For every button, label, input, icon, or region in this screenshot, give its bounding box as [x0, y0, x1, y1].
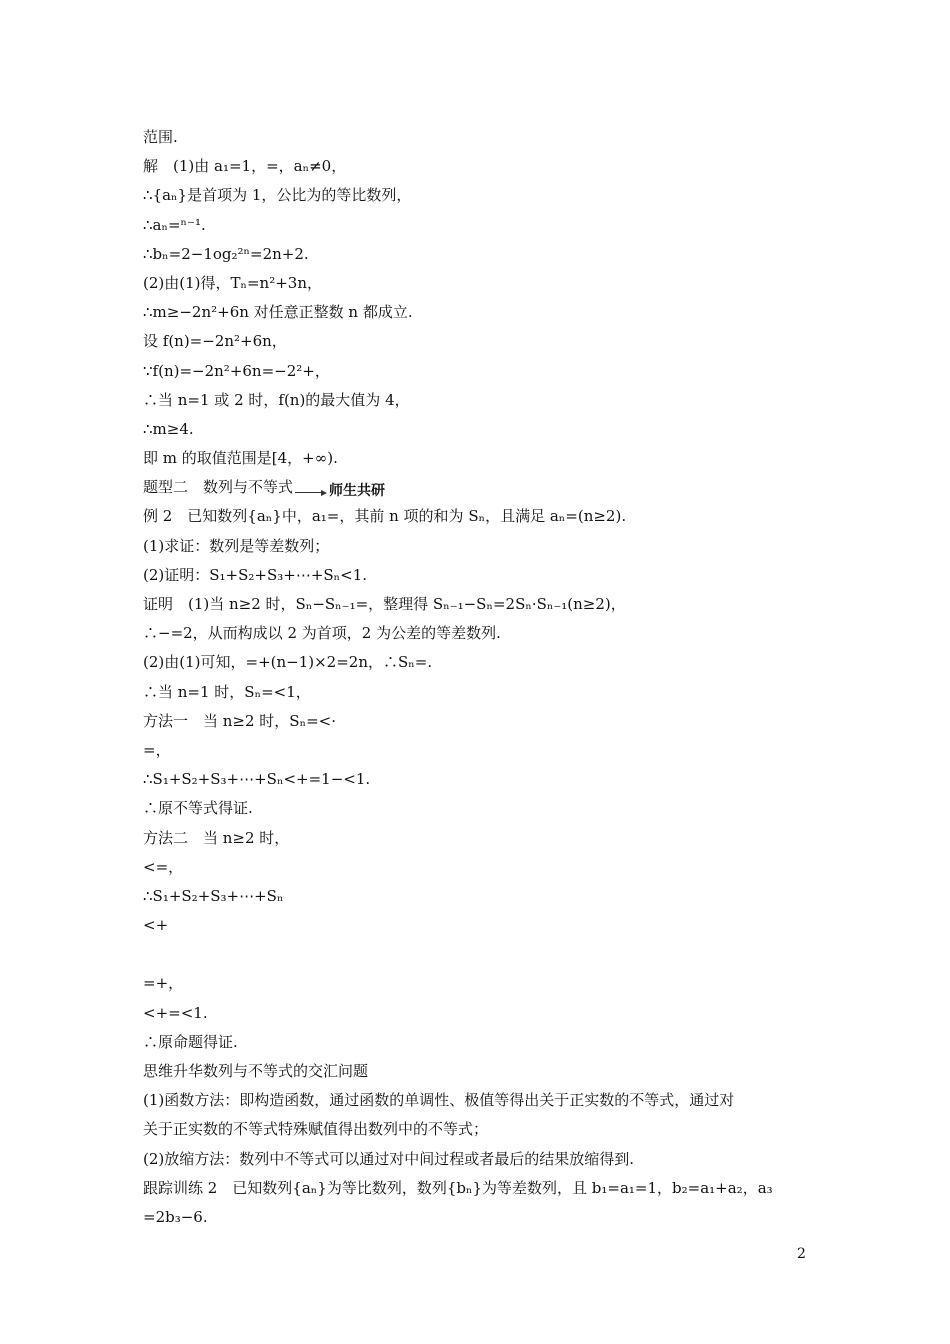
text-line: <=， [143, 857, 184, 876]
text-line: ∴aₙ=ⁿ⁻¹. [143, 215, 206, 234]
page-number: 2 [797, 1246, 806, 1262]
text-line: <+ [143, 916, 169, 935]
text-line: 思维升华数列与不等式的交汇问题 [143, 1062, 369, 1080]
text-line: 例 2 已知数列{aₙ}中，a₁=，其前 n 项的和为 Sₙ，且满足 aₙ=(n≥2). [143, 507, 627, 526]
section-heading: 题型二 数列与不等式 [143, 478, 294, 497]
text-line: ∴S₁+S₂+S₃+⋯+Sₙ [143, 886, 284, 905]
text-line: ∴当 n=1 时，Sₙ=<1， [143, 682, 311, 701]
text-line: 即 m 的取值范围是[4，+∞). [143, 449, 338, 468]
text-line: 设 f(n)=−2n²+6n， [143, 332, 287, 351]
arrow-right-icon [321, 490, 327, 496]
tag-label: 师生共研 [329, 483, 386, 500]
text-line: ∴bₙ=2−1og₂²ⁿ=2n+2. [143, 244, 309, 263]
document-body [143, 123, 823, 1232]
text-line: 范围. [143, 128, 178, 146]
blank-line [143, 940, 823, 969]
text-line: (2)证明：S₁+S₂+S₃+⋯+Sₙ<1. [143, 565, 368, 584]
text-line: ∴原不等式得证. [143, 799, 253, 818]
text-line: =， [143, 740, 171, 759]
text-line: 方法二 当 n≥2 时， [143, 828, 290, 847]
text-line: ∴{aₙ}是首项为 1，公比为的等比数列， [143, 186, 412, 205]
text-line: <+=<1. [143, 1003, 208, 1022]
text-line: ∴当 n=1 或 2 时，f(n)的最大值为 4， [143, 390, 410, 409]
text-line: ∴S₁+S₂+S₃+⋯+Sₙ<+=1−<1. [143, 770, 371, 789]
text-line: ∴m≥4. [143, 419, 194, 438]
text-line: 解 (1)由 a₁=1，=，aₙ≠0， [143, 157, 347, 176]
text-line: (2)放缩方法：数列中不等式可以通过对中间过程或者最后的结果放缩得到. [143, 1149, 635, 1168]
text-line: (2)由(1)得，Tₙ=n²+3n， [143, 273, 323, 292]
text-line: 关于正实数的不等式特殊赋值得出数列中的不等式； [143, 1120, 489, 1139]
text-line: =+， [143, 974, 184, 993]
text-line: ∴m≥−2n²+6n 对任意正整数 n 都成立. [143, 303, 413, 322]
text-line: ∵f(n)=−2n²+6n=−2²+， [143, 361, 330, 380]
text-line: ∴原命题得证. [143, 1032, 238, 1051]
arrow-line-icon [295, 492, 321, 493]
text-line: (1)函数方法：即构造函数，通过函数的单调性、极值等得出关于正实数的不等式，通过对 [143, 1091, 735, 1110]
text-line: (2)由(1)可知，=+(n−1)×2=2n，∴Sₙ=. [143, 653, 433, 672]
text-line: =2b₃−6. [143, 1207, 208, 1226]
text-line: (1)求证：数列是等差数列； [143, 536, 330, 555]
text-line: 方法一 当 n≥2 时，Sₙ=<· [143, 711, 336, 730]
text-line: 跟踪训练 2 已知数列{aₙ}为等比数列，数列{bₙ}为等差数列，且 b₁=a₁=1，b₂=a₁+a₂，a₃ [143, 1178, 773, 1197]
text-line: ∴−=2，从而构成以 2 为首项，2 为公差的等差数列. [143, 624, 501, 643]
text-line: 证明 (1)当 n≥2 时，Sₙ−Sₙ₋₁=，整理得 Sₙ₋₁−Sₙ=2Sₙ·Sₙ₋₁(n≥2)， [143, 595, 626, 613]
section-heading-line [143, 473, 823, 502]
